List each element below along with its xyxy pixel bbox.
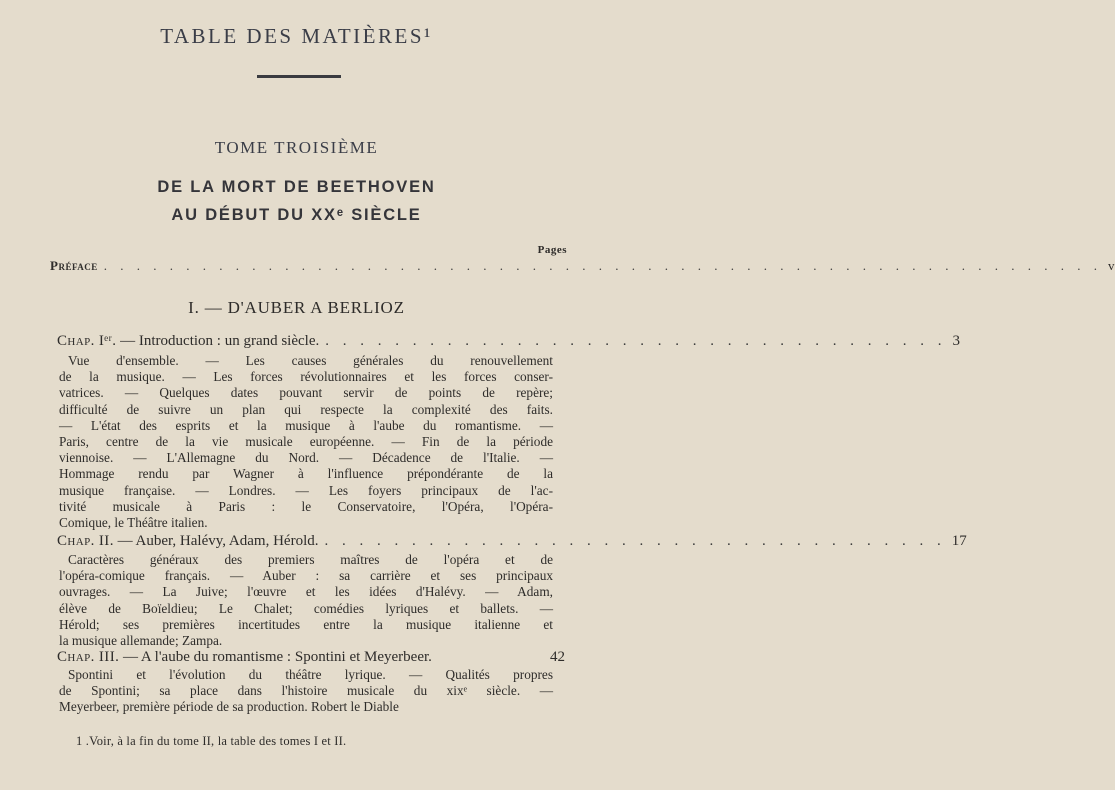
toc-entry-chapter-3 [57, 649, 565, 666]
summary-line: viennoise. — L'Allemagne du Nord. — Décadence de l'Italie. — [59, 450, 553, 466]
volume-subtitle-line2: AU DÉBUT DU XXᵉ SIÈCLE [171, 206, 422, 224]
summary-line: élève de Boïeldieu; Le Chalet; comédies lyriques et ballets. — [59, 600, 553, 616]
chapter-3-summary [59, 667, 553, 716]
chapter-3-title: — A l'aube du romantisme : Spontini et Meyerbeer. [123, 649, 432, 665]
chapter-1-label: Chap. Iᵉʳ. [57, 333, 117, 349]
chapter-2-summary [59, 552, 553, 649]
summary-line: vatrices. — Quelques dates pouvant servir de points de repère; [59, 385, 553, 401]
section-heading: I. — D'AUBER A BERLIOZ [188, 298, 405, 317]
tome-heading: TOME TROISIÈME [214, 138, 379, 157]
summary-line: musique française. — Londres. — Les foyers principaux de l'ac- [59, 482, 553, 498]
summary-line: de la musique. — Les forces révolutionnaires et les forces conser- [59, 369, 553, 385]
summary-line: de Spontini; sa place dans l'histoire musicale du xixᵉ siècle. — [59, 683, 553, 699]
summary-line: Meyerbeer, première période de sa production. Robert le Diable [59, 699, 399, 715]
chapter-1-summary [59, 353, 553, 531]
preface-page: v [1108, 258, 1115, 273]
dot-leader: . . . . . . . . . . . . . . . . . . . . . . . . . . . . . . . . . . . . [324, 533, 946, 549]
summary-line: — L'état des esprits et la musique à l'aube du romantisme. — [59, 417, 553, 433]
toc-entry-chapter-2 [57, 533, 967, 550]
chapter-3-label: Chap. III. [57, 649, 120, 665]
pages-column-header: Pages [537, 244, 567, 256]
chapter-3-page: 42 [550, 649, 565, 665]
summary-line: Paris, centre de la vie musicale européenne. — Fin de la période [59, 434, 553, 450]
summary-line: Caractères généraux des premiers maîtres de l'opéra et de [68, 552, 553, 567]
volume-subtitle-line1: DE LA MORT DE BEETHOVEN [157, 178, 436, 196]
summary-line: difficulté de suivre un plan qui respecte la complexité des faits. [59, 401, 553, 417]
summary-line: ouvrages. — La Juive; l'œuvre et les idées d'Halévy. — Adam, [59, 584, 553, 600]
summary-line: tivité musicale à Paris : le Conservatoire, l'Opéra, l'Opéra- [59, 498, 553, 514]
summary-line: Vue d'ensemble. — Les causes générales du renouvellement [68, 353, 553, 368]
dot-leader: . . . . . . . . . . . . . . . . . . . . . . . . . . . . . . . . . . . . . . . . . . . . . . . . . . . . . . . . . . . . . [103, 258, 1103, 273]
summary-line: Hommage rendu par Wagner à l'influence prépondérante de la [59, 466, 553, 482]
summary-line: Hérold; ses premières incertitudes entre la musique italienne et [59, 616, 553, 632]
chapter-2-title: — Auber, Halévy, Adam, Hérold. [117, 533, 319, 549]
toc-entry-chapter-1 [57, 333, 960, 350]
chapter-2-label: Chap. II. [57, 533, 114, 549]
page-title: TABLE DES MATIÈRES¹ [160, 24, 433, 48]
dot-leader: . . . . . . . . . . . . . . . . . . . . . . . . . . . . . . . . . . . . [325, 333, 947, 349]
title-rule [257, 75, 341, 78]
chapter-1-title: — Introduction : un grand siècle. [120, 333, 320, 349]
chapter-2-page: 17 [951, 533, 967, 549]
summary-line: l'opéra-comique français. — Auber : sa carrière et ses principaux [59, 568, 553, 584]
summary-line: la musique allemande; Zampa. [59, 633, 223, 649]
summary-line: Spontini et l'évolution du théâtre lyrique. — Qualités propres [68, 667, 553, 682]
preface-label: Préface [50, 258, 98, 273]
toc-entry-preface [50, 258, 1115, 274]
chapter-1-page: 3 [952, 333, 960, 349]
footnote: 1 .Voir, à la fin du tome II, la table des tomes I et II. [76, 734, 347, 748]
summary-line: Comique, le Théâtre italien. [59, 515, 208, 531]
